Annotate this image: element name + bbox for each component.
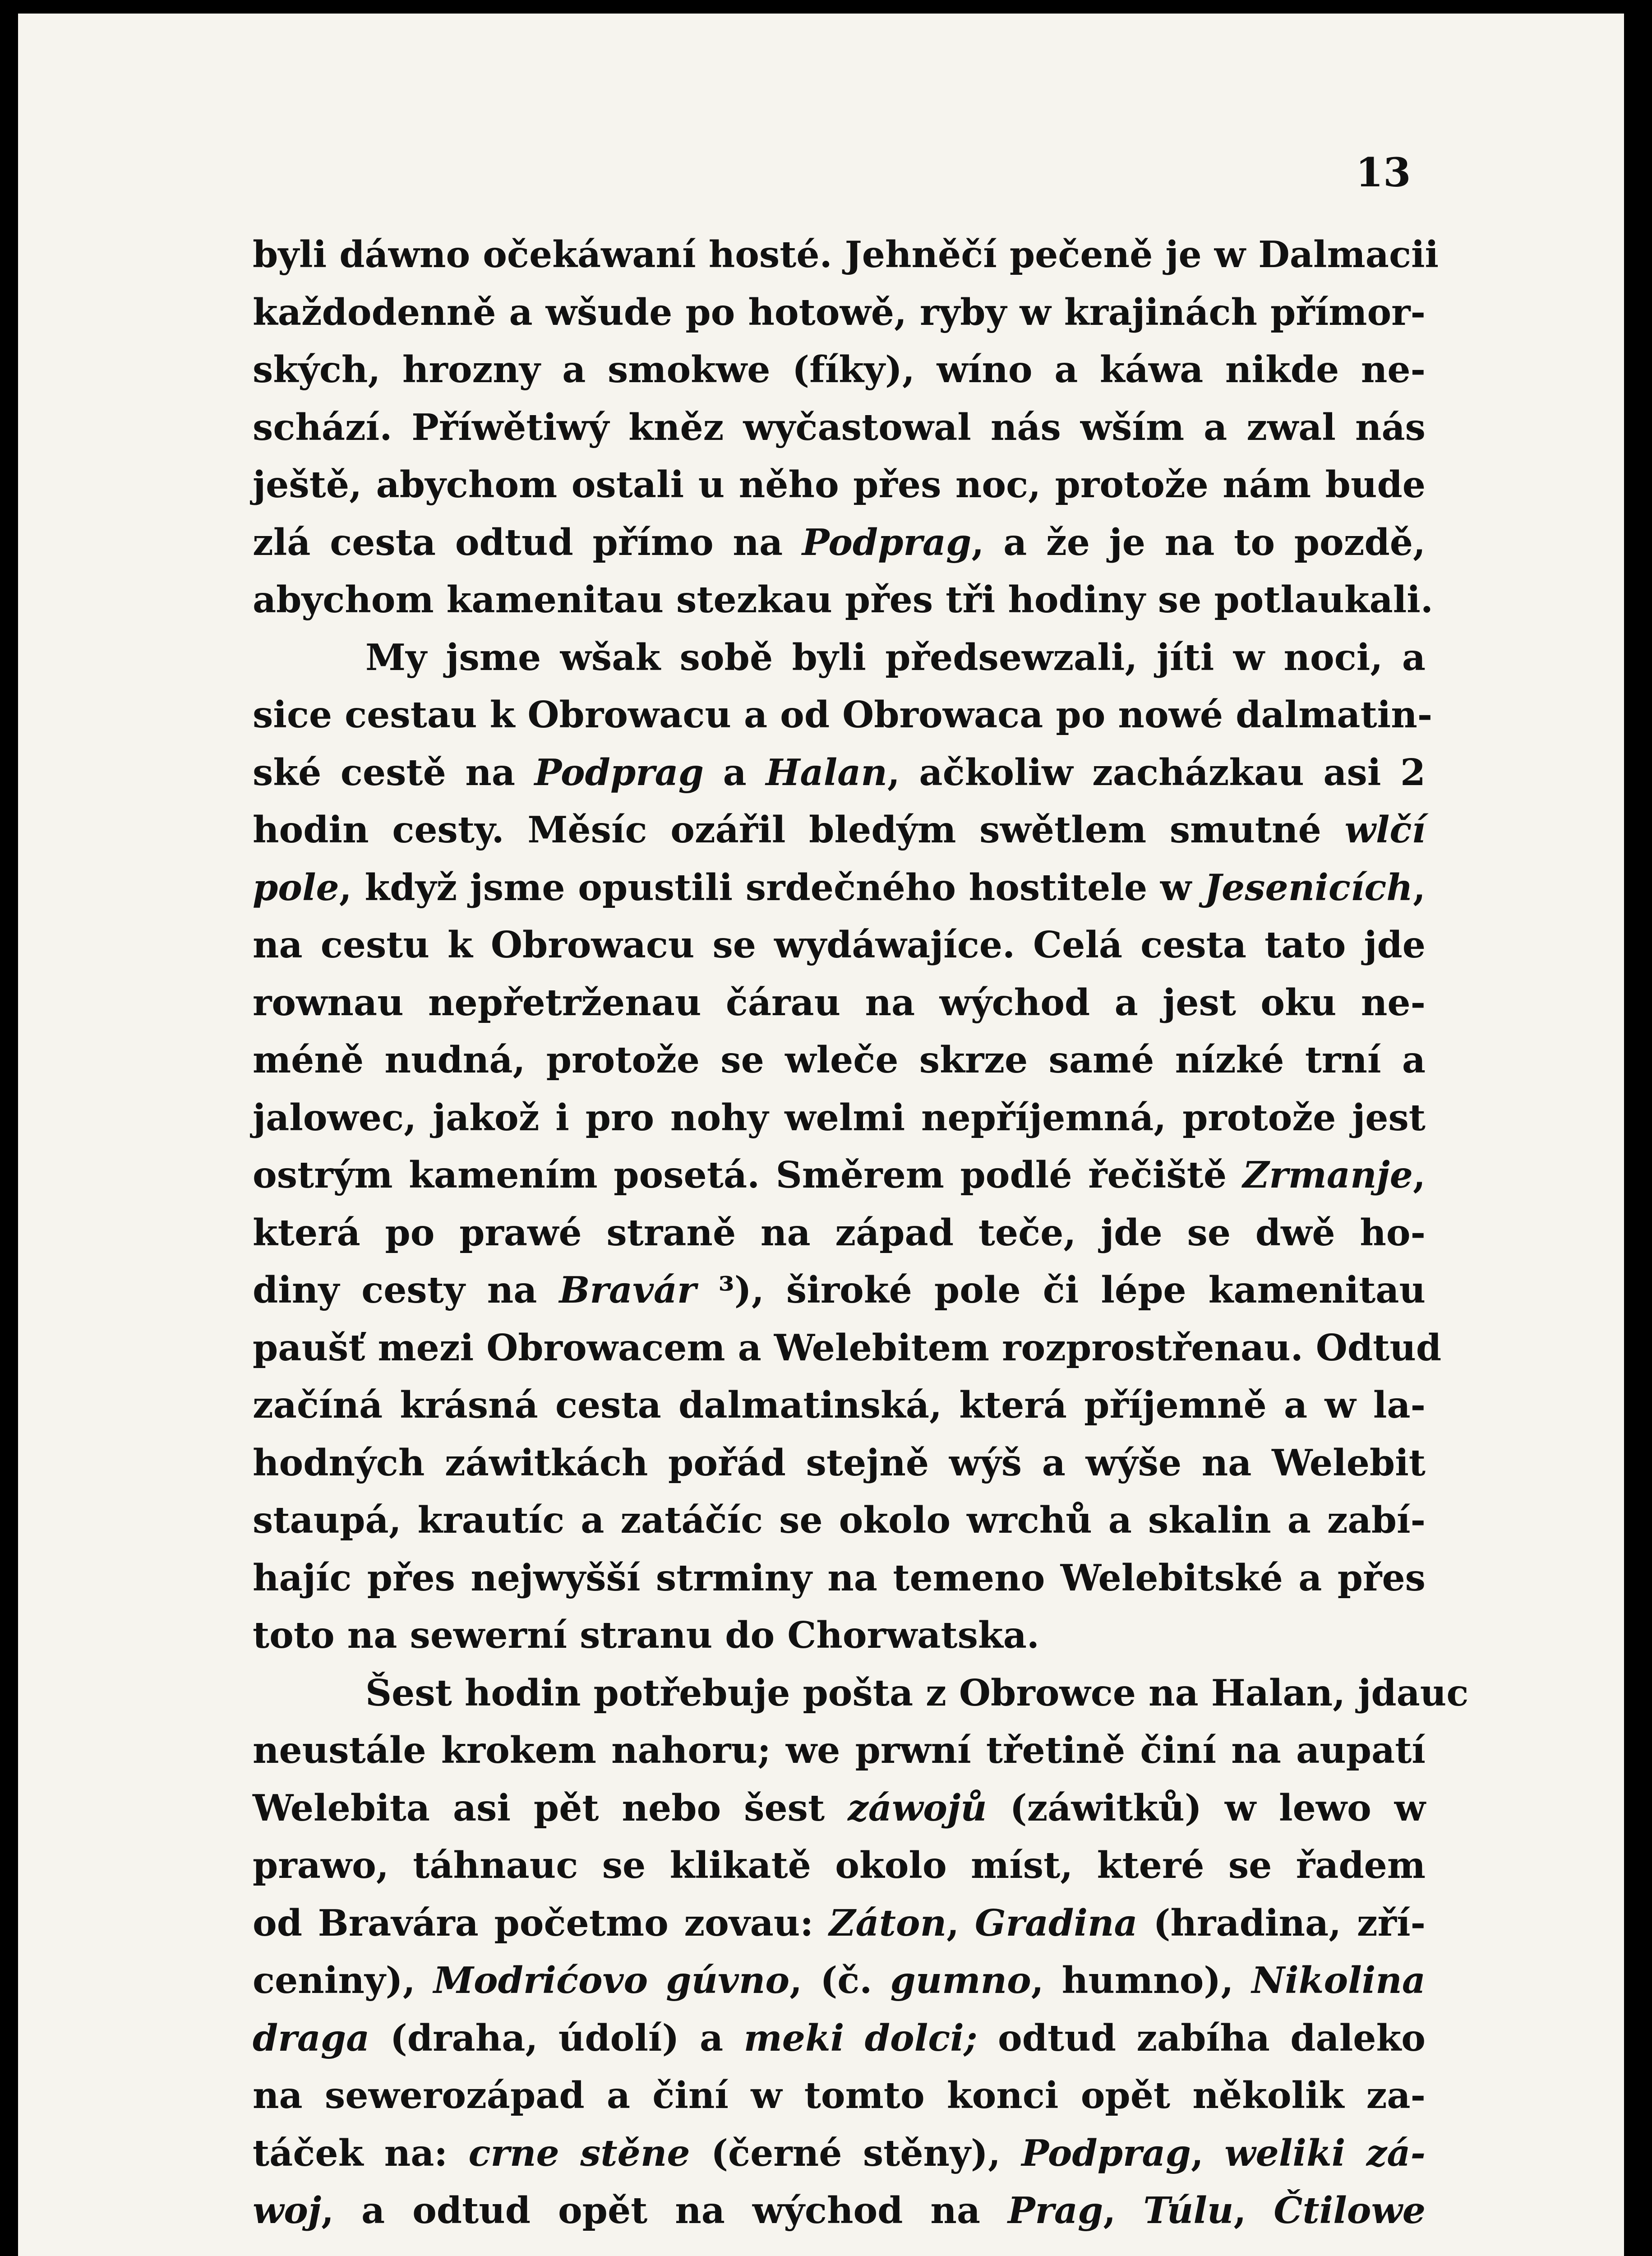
place-name: gumno <box>890 1959 1031 2002</box>
place-name: Zrmanje <box>1242 1153 1413 1196</box>
page-number: 13 <box>1356 149 1411 196</box>
text-line: zlá cesta odtud přímo na Podprag, a že je na to pozdě, <box>253 520 1426 564</box>
place-name: Modrićovo gúvno <box>433 1959 790 2002</box>
text-line: byli dáwno očekáwaní hosté. Jehněčí pečeně je w Dalmacii <box>253 233 1439 276</box>
text-line: diny cesty na Bravár ³), široké pole či lépe kamenitau <box>253 1268 1426 1311</box>
text-line: ostrým kamením posetá. Směrem podlé řečiště Zrmanje, <box>253 1153 1426 1196</box>
text-line: na sewerozápad a činí w tomto konci opět několik za- <box>253 2074 1426 2117</box>
text-line: hajíc přes nejwyšší strminy na temeno Welebitské a přes <box>253 1556 1426 1599</box>
text-line: začíná krásná cesta dalmatinská, která příjemně a w la- <box>253 1383 1426 1426</box>
text-line: jalowec, jakož i pro nohy welmi nepříjemná, protože jest <box>253 1096 1426 1139</box>
text-line: ještě, abychom ostali u něho přes noc, protože nám bude <box>253 463 1426 506</box>
text-line: ské cestě na Podprag a Halan, ačkoliw zacházkau asi 2 <box>253 750 1426 794</box>
text-line: rownau nepřetrženau čárau na wýchod a jest oku ne- <box>253 980 1426 1024</box>
text-line: pole, když jsme opustili srdečného hostitele w Jesenicích, <box>253 865 1426 909</box>
text-line: méně nudná, protože se wleče skrze samé nízké trní a <box>253 1038 1426 1081</box>
text-line: hodných záwitkách pořád stejně wýš a wýše na Welebit <box>253 1441 1426 1484</box>
place-name: Túlu <box>1143 2189 1234 2232</box>
place-name: draga <box>253 2016 370 2059</box>
place-name: Podprag <box>1021 2131 1191 2174</box>
text-line: schází. Příwětiwý kněz wyčastowal nás wším a zwal nás <box>253 405 1426 448</box>
text-line: toto na sewerní stranu do Chorwatska. <box>253 1613 1039 1656</box>
text-line: abychom kamenitau stezkau přes tři hodiny se potlaukali. <box>253 578 1433 621</box>
text-line: táček na: crne stěne (černé stěny), Podprag, weliki zá- <box>253 2131 1426 2174</box>
text-line: která po prawé straně na západ teče, jde se dwě ho- <box>253 1211 1426 1254</box>
place-name: Podprag <box>802 520 972 564</box>
place-name: Prag <box>1007 2189 1103 2232</box>
body-text <box>253 226 1469 2239</box>
place-name: Záton <box>829 1901 947 1944</box>
text-line: neustále krokem nahoru; we prwní třetině činí na aupatí <box>253 1729 1426 1771</box>
text-line: My jsme wšak sobě byli předsewzali, jíti w noci, a <box>365 635 1426 679</box>
place-name: wlčí <box>1344 808 1426 851</box>
text-line: na cestu k Obrowacu se wydáwajíce. Celá cesta tato jde <box>253 923 1426 966</box>
text-line: ských, hrozny a smokwe (fíky), wíno a káwa nikde ne- <box>253 348 1426 391</box>
book-page <box>18 14 1624 2256</box>
text-line: od Bravára početmo zovau: Záton, Gradina (hradina, zří- <box>253 1901 1426 1944</box>
text-line: Welebita asi pět nebo šest záwojů (záwitků) w lewo w <box>253 1786 1426 1829</box>
place-name: crne stěne <box>468 2131 690 2174</box>
place-name: woj <box>253 2189 322 2232</box>
text-line: paušť mezi Obrowacem a Welebitem rozprostřenau. Odtud <box>253 1326 1442 1369</box>
place-name: Nikolina <box>1251 1959 1426 2002</box>
place-name: Gradina <box>974 1901 1138 1944</box>
text-line: draga (draha, údolí) a meki dolci; odtud zabíha daleko <box>253 2016 1426 2059</box>
text-line: každodenně a wšude po hotowě, ryby w krajinách přímor- <box>253 290 1426 333</box>
text-line: sice cestau k Obrowacu a od Obrowaca po nowé dalmatin- <box>253 693 1433 736</box>
place-name: Jesenicích <box>1204 865 1413 909</box>
text-line: Šest hodin potřebuje pošta z Obrowce na Halan, jdauc <box>365 1671 1469 1714</box>
place-name: záwojů <box>848 1786 987 1829</box>
place-name: meki dolci; <box>743 2016 978 2059</box>
text-line: prawo, táhnauc se klikatě okolo míst, které se řadem <box>253 1844 1426 1886</box>
place-name: Podprag <box>534 750 704 794</box>
place-name: Bravár <box>559 1268 697 1311</box>
text-line: staupá, krautíc a zatáčíc se okolo wrchů a skalin a zabí- <box>253 1498 1426 1541</box>
text-line: ceniny), Modrićovo gúvno, (č. gumno, humno), Nikolina <box>253 1959 1426 2002</box>
place-name: pole <box>253 865 339 909</box>
text-line: woj, a odtud opět na wýchod na Prag, Túlu, Čtilowe <box>253 2189 1426 2232</box>
place-name: Čtilowe <box>1274 2189 1426 2232</box>
text-line: hodin cesty. Měsíc ozářil bledým swětlem smutné wlčí <box>253 808 1426 851</box>
place-name: weliki zá- <box>1224 2131 1426 2174</box>
place-name: Halan <box>766 750 887 794</box>
